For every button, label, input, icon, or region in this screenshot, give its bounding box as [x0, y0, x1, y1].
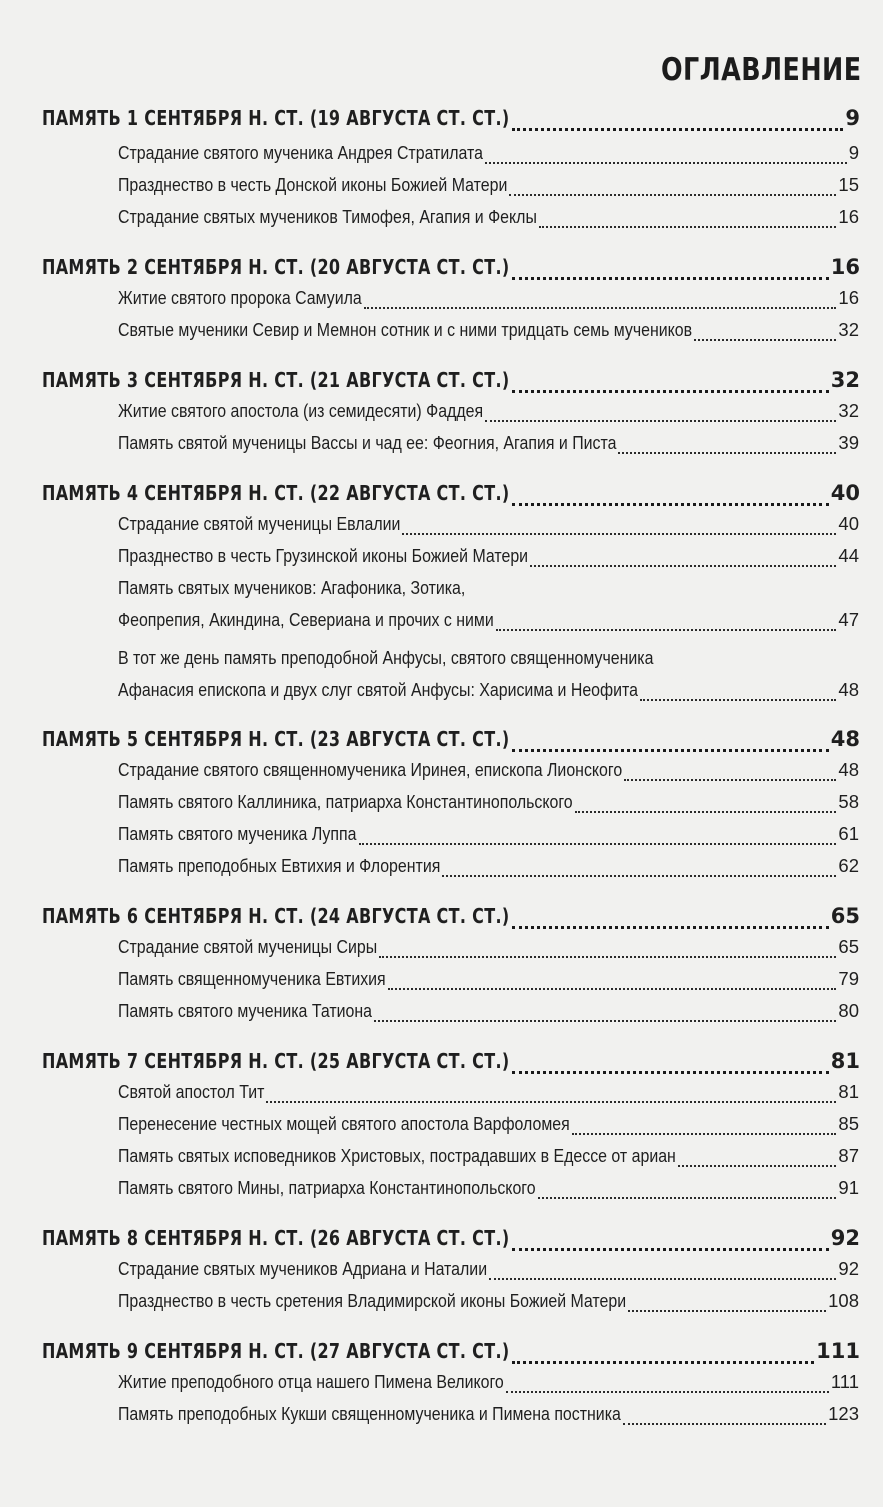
dot-leader — [538, 1197, 837, 1199]
dot-leader — [266, 1101, 836, 1103]
toc-entry[interactable] — [118, 791, 859, 819]
page-number: 44 — [838, 545, 859, 566]
dot-leader — [485, 162, 847, 164]
page-number: 9 — [845, 106, 860, 130]
entry-title: Страдание святых мучеников Тимофея, Агапия и Феклы — [118, 206, 537, 227]
toc-entry[interactable] — [118, 513, 859, 541]
entry-title: Празднество в честь Грузинской иконы Божией Матери — [118, 545, 529, 566]
page-number: 85 — [838, 1113, 859, 1134]
entry-title: Житие святого пророка Самуила — [118, 287, 362, 308]
entry-title: Празднество в честь сретения Владимирской иконы Божией Матери — [118, 1290, 627, 1311]
page-number: 16 — [830, 255, 860, 279]
toc-entry[interactable] — [118, 1113, 859, 1141]
entry-title: Афанасия епископа и двух слуг святой Анфусы: Харисима и Неофита — [118, 679, 638, 700]
entry-title: Память святых исповедников Христовых, пострадавших в Едессе от ариан — [118, 1145, 676, 1166]
entry-title: Память святого Каллиника, патриарха Константинопольского — [118, 791, 573, 812]
entry-title: Память преподобных Кукши священномученика и Пимена постника — [118, 1403, 621, 1424]
dot-leader — [512, 1248, 829, 1251]
toc-entry[interactable] — [118, 206, 859, 234]
dot-leader — [623, 1423, 826, 1425]
page-number: 9 — [848, 142, 859, 163]
dot-leader — [496, 629, 837, 631]
entry-title: Память святого Мины, патриарха Константинопольского — [118, 1177, 536, 1198]
dot-leader — [442, 875, 836, 877]
section-heading-text: ПАМЯТЬ 3 СЕНТЯБРЯ Н. СТ. (21 АВГУСТА СТ. СТ.) — [42, 368, 510, 392]
entry-title: Святые мученики Севир и Мемнон сотник и с ними тридцать семь мучеников — [118, 319, 693, 340]
toc-entry[interactable] — [118, 855, 859, 883]
section-heading[interactable] — [42, 255, 860, 287]
dot-leader — [374, 1020, 836, 1022]
entry-title: Страдание святой мученицы Евлалии — [118, 513, 401, 534]
entry-title: Страдание святого мученика Андрея Стратилата — [118, 142, 483, 163]
page-number: 62 — [838, 855, 859, 876]
entry-title: Память святого мученика Татиона — [118, 1000, 372, 1021]
section-heading-text: ПАМЯТЬ 7 СЕНТЯБРЯ Н. СТ. (25 АВГУСТА СТ. СТ.) — [42, 1049, 510, 1073]
toc-entry[interactable] — [118, 400, 859, 428]
dot-leader — [506, 1391, 829, 1393]
section-heading-text: ПАМЯТЬ 1 СЕНТЯБРЯ Н. СТ. (19 АВГУСТА СТ. СТ.) — [42, 106, 510, 130]
page-number: 58 — [838, 791, 859, 812]
entry-title: Память святой мученицы Вассы и чад ее: Феогния, Агапия и Писта — [118, 432, 617, 453]
page-number: 92 — [830, 1226, 860, 1250]
toc-entry[interactable] — [118, 1145, 859, 1173]
toc-entry[interactable] — [118, 1081, 859, 1109]
entry-title: Память священномученика Евтихия — [118, 968, 386, 989]
entry-title: Празднество в честь Донской иконы Божией Матери — [118, 174, 508, 195]
entry-title: Страдание святой мученицы Сиры — [118, 936, 378, 957]
entry-title: В тот же день память преподобной Анфусы, святого священномученика — [118, 647, 654, 668]
page-number: 48 — [838, 759, 859, 780]
dot-leader — [509, 194, 836, 196]
toc-entry-line1[interactable] — [118, 577, 859, 605]
toc-entry[interactable] — [118, 759, 859, 787]
entry-title: Страдание святых мучеников Адриана и Наталии — [118, 1258, 488, 1279]
entry-title: Перенесение честных мощей святого апостола Варфоломея — [118, 1113, 570, 1134]
entry-title: Житие преподобного отца нашего Пимена Великого — [118, 1371, 504, 1392]
page-number: 111 — [830, 1371, 859, 1392]
toc-entry[interactable] — [118, 287, 859, 315]
page-number: 15 — [838, 174, 859, 195]
section-heading-text: ПАМЯТЬ 2 СЕНТЯБРЯ Н. СТ. (20 АВГУСТА СТ. СТ.) — [42, 255, 510, 279]
page-number: 48 — [830, 727, 860, 751]
entry-title: Память преподобных Евтихия и Флорентия — [118, 855, 441, 876]
page-number: 48 — [838, 679, 859, 700]
section-heading[interactable] — [42, 727, 860, 759]
section-heading-text: ПАМЯТЬ 8 СЕНТЯБРЯ Н. СТ. (26 АВГУСТА СТ. СТ.) — [42, 1226, 510, 1250]
page-number: 80 — [838, 1000, 859, 1021]
dot-leader — [512, 503, 829, 506]
toc-entry[interactable] — [118, 968, 859, 996]
toc-entry[interactable] — [118, 1258, 859, 1286]
section-heading[interactable] — [42, 904, 860, 936]
dot-leader — [539, 226, 837, 228]
dot-leader — [640, 699, 837, 701]
dot-leader — [359, 843, 837, 845]
dot-leader — [364, 307, 837, 309]
toc-entry[interactable] — [118, 1371, 859, 1399]
page-number: 81 — [838, 1081, 859, 1102]
toc-entry[interactable] — [118, 319, 859, 347]
page-number: 32 — [830, 368, 860, 392]
dot-leader — [512, 749, 829, 752]
section-heading[interactable] — [42, 106, 860, 138]
section-heading[interactable] — [42, 481, 860, 513]
section-heading-text: ПАМЯТЬ 5 СЕНТЯБРЯ Н. СТ. (23 АВГУСТА СТ. СТ.) — [42, 727, 510, 751]
dot-leader — [485, 420, 836, 422]
dot-leader — [512, 390, 829, 393]
page-number: 32 — [838, 400, 859, 421]
toc-entry[interactable] — [118, 679, 859, 707]
toc-entry[interactable] — [118, 432, 859, 460]
entry-title: Житие святого апостола (из семидесяти) Фаддея — [118, 400, 484, 421]
dot-leader — [512, 926, 829, 929]
toc-entry[interactable] — [118, 1177, 859, 1205]
entry-title: Святой апостол Тит — [118, 1081, 265, 1102]
dot-leader — [512, 277, 829, 280]
entry-title: Память святого мученика Луппа — [118, 823, 357, 844]
toc-entry[interactable] — [118, 142, 859, 170]
dot-leader — [624, 779, 836, 781]
page-title: ОГЛАВЛЕНИЕ — [660, 52, 861, 88]
page-number: 79 — [838, 968, 859, 989]
section-heading-text: ПАМЯТЬ 9 СЕНТЯБРЯ Н. СТ. (27 АВГУСТА СТ. СТ.) — [42, 1339, 510, 1363]
section-heading[interactable] — [42, 368, 860, 400]
toc-entry[interactable] — [118, 1403, 859, 1431]
entry-title: Страдание святого священномученика Иринея, епископа Лионского — [118, 759, 623, 780]
toc-entry[interactable] — [118, 174, 859, 202]
toc-entry[interactable] — [118, 823, 859, 851]
toc-entry[interactable] — [118, 1000, 859, 1028]
page-number: 108 — [828, 1290, 859, 1311]
dot-leader — [572, 1133, 837, 1135]
toc-entry[interactable] — [118, 936, 859, 964]
dot-leader — [489, 1278, 836, 1280]
section-heading-text: ПАМЯТЬ 6 СЕНТЯБРЯ Н. СТ. (24 АВГУСТА СТ. СТ.) — [42, 904, 510, 928]
dot-leader — [388, 988, 837, 990]
section-heading[interactable] — [42, 1049, 860, 1081]
page-number: 40 — [838, 513, 859, 534]
page-number: 87 — [838, 1145, 859, 1166]
page-number: 39 — [838, 432, 859, 453]
entry-title: Память святых мучеников: Агафоника, Зотика, — [118, 577, 466, 598]
dot-leader — [512, 1071, 829, 1074]
page-number: 61 — [838, 823, 859, 844]
page-number: 40 — [830, 481, 860, 505]
page-number: 32 — [838, 319, 859, 340]
page-number: 81 — [830, 1049, 860, 1073]
dot-leader — [402, 533, 836, 535]
dot-leader — [628, 1310, 826, 1312]
page-number: 47 — [838, 609, 859, 630]
toc-entry[interactable] — [118, 545, 859, 573]
toc-entry[interactable] — [118, 609, 859, 637]
page-number: 111 — [816, 1339, 860, 1363]
page-number: 91 — [838, 1177, 859, 1198]
dot-leader — [678, 1165, 837, 1167]
page-number: 123 — [828, 1403, 859, 1424]
toc-entry[interactable] — [118, 1290, 859, 1318]
dot-leader — [530, 565, 836, 567]
entry-title: Феопрепия, Акиндина, Севериана и прочих с ними — [118, 609, 494, 630]
section-heading[interactable] — [42, 1226, 860, 1258]
page-number: 92 — [838, 1258, 859, 1279]
page-number: 65 — [830, 904, 860, 928]
dot-leader — [618, 452, 836, 454]
page-number: 16 — [838, 206, 859, 227]
page-number: 65 — [838, 936, 859, 957]
section-heading[interactable] — [42, 1339, 860, 1371]
dot-leader — [379, 956, 836, 958]
dot-leader — [694, 339, 836, 341]
page-number: 16 — [838, 287, 859, 308]
dot-leader — [512, 128, 844, 131]
section-heading-text: ПАМЯТЬ 4 СЕНТЯБРЯ Н. СТ. (22 АВГУСТА СТ. СТ.) — [42, 481, 510, 505]
dot-leader — [575, 811, 837, 813]
toc-entry-line1[interactable] — [118, 647, 859, 675]
dot-leader — [512, 1361, 815, 1364]
